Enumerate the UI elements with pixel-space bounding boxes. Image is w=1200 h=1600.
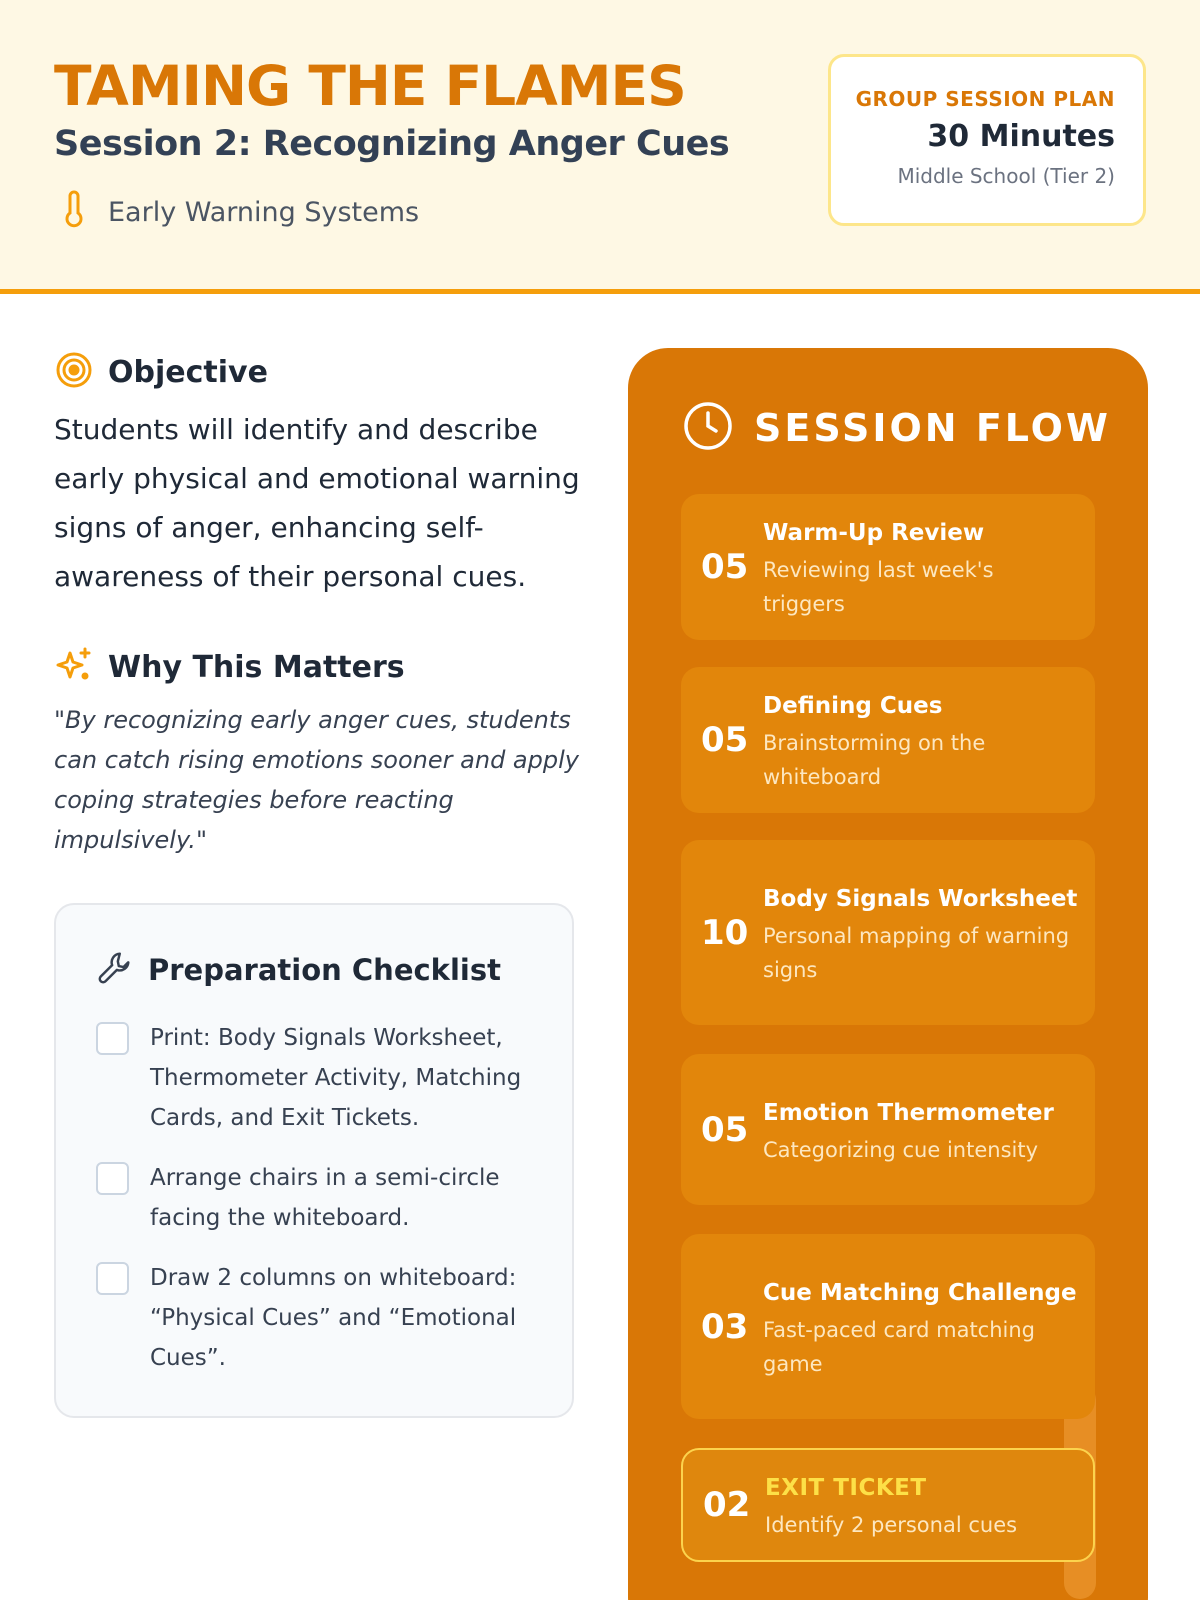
flow-step-desc: Categorizing cue intensity [763,1137,1038,1162]
flow-step-desc: Fast-paced card matching game [763,1317,1036,1376]
session-duration: 30 Minutes [927,119,1115,154]
checklist-item [96,1258,546,1378]
flow-step [681,1054,1095,1205]
preparation-checklist [54,903,574,1418]
objective-text: Students will identify and describe early physical and emotional warning signs of anger, enhancing self-awareness of their personal cues. [54,413,580,593]
checklist-item [96,1018,546,1138]
checklist-heading [96,949,501,991]
flow-step-minutes: 10 [701,912,749,953]
clock-icon [682,400,734,456]
flow-step-minutes: 05 [701,547,749,587]
flow-step-minutes: 02 [703,1485,751,1525]
page-title: TAMING THE FLAMES [54,54,686,118]
flow-step-desc: Reviewing last week's triggers [763,558,994,616]
flow-step-name: Defining Cues [763,693,943,719]
theme-label: Early Warning Systems [108,196,420,228]
checklist-checkbox[interactable] [96,1262,129,1295]
flow-step-name: Warm-Up Review [763,520,985,546]
why-quote: "By recognizing early anger cues, students can catch rising emotions sooner and apply coping strategies before reacting impulsively." [54,706,579,854]
flow-step [681,494,1095,640]
why-heading [54,645,405,689]
flow-step [681,1234,1095,1419]
objective-title: Objective [108,354,268,390]
session-plan-label: GROUP SESSION PLAN [855,87,1115,111]
flow-step-minutes: 03 [701,1306,749,1347]
session-flow-panel [628,348,1148,1600]
flow-step-desc: Identify 2 personal cues [765,1513,1018,1537]
session-info-card [828,54,1146,226]
checklist-title: Preparation Checklist [148,953,501,987]
session-flow-heading [682,400,1111,456]
flow-step-desc: Personal mapping of warning signs [763,923,1070,982]
flow-step-minutes: 05 [701,720,749,760]
checklist-item-text: Draw 2 columns on whiteboard: “Physical Cues” and “Emotional Cues”. [150,1265,517,1371]
checklist-item-text: Arrange chairs in a semi-circle facing the whiteboard. [150,1165,500,1231]
session-flow-title: SESSION FLOW [754,406,1111,450]
flow-step-name: Emotion Thermometer [763,1099,1054,1126]
page-header [0,0,1200,294]
flow-step [681,840,1095,1025]
flow-step-minutes: 05 [701,1109,749,1150]
session-audience: Middle School (Tier 2) [897,164,1115,188]
theme-row [54,192,419,232]
objective-heading [54,350,268,394]
flow-step-name: EXIT TICKET [765,1475,927,1501]
flow-step-exit-ticket [681,1448,1095,1562]
flow-step-name: Cue Matching Challenge [763,1279,1077,1306]
checklist-checkbox[interactable] [96,1162,129,1195]
wrench-icon [96,949,134,991]
session-subtitle: Session 2: Recognizing Anger Cues [54,124,730,164]
target-icon [54,350,94,394]
sparkle-icon [54,645,94,689]
flow-step-desc: Brainstorming on the whiteboard [763,731,986,789]
flow-step-name: Body Signals Worksheet [763,885,1078,912]
flow-step [681,667,1095,813]
checklist-item [96,1158,546,1238]
thermometer-icon [54,190,94,234]
checklist-item-text: Print: Body Signals Worksheet, Thermometer Activity, Matching Cards, and Exit Tickets. [150,1025,522,1131]
why-title: Why This Matters [108,649,405,685]
checklist-checkbox[interactable] [96,1022,129,1055]
